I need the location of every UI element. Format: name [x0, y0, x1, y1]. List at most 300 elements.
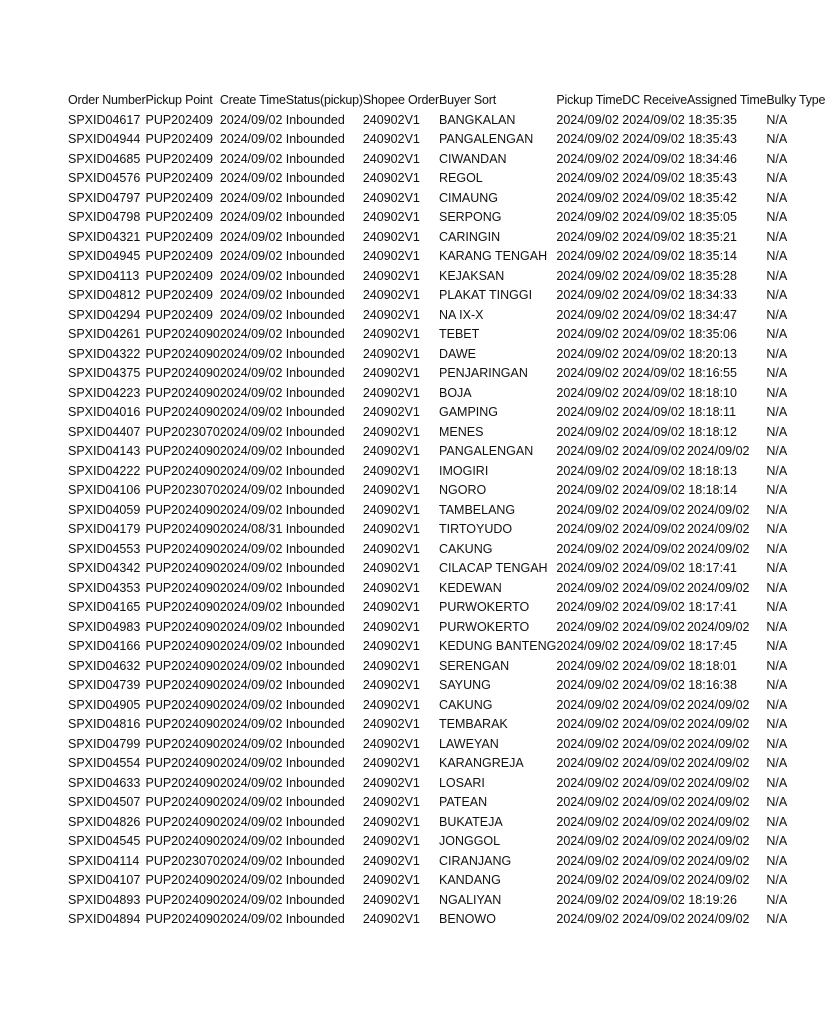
- cell-shopee-order[interactable]: 240902V1: [362, 502, 420, 517]
- cell-buyer-sort[interactable]: BOJA: [438, 385, 472, 400]
- cell-status-pickup[interactable]: Inbounded: [285, 405, 345, 419]
- cell-pickup-point[interactable]: PUP2024090: [145, 541, 220, 556]
- cell-pickup-point[interactable]: PUP2024090: [145, 327, 220, 341]
- cell-buyer-sort[interactable]: NGORO: [438, 483, 487, 497]
- table-row[interactable]: [68, 618, 825, 638]
- cell-dc-receive[interactable]: 2024/09/02: [622, 814, 685, 829]
- cell-shopee-order[interactable]: 240902V1: [362, 463, 420, 478]
- cell-order-number[interactable]: SPXID04407: [68, 424, 141, 439]
- column-header-pickup-point[interactable]: Pickup Point: [145, 93, 213, 107]
- cell-status-pickup[interactable]: Inbounded: [285, 600, 345, 614]
- cell-bulky-type[interactable]: N/A: [766, 346, 788, 361]
- cell-dc-receive[interactable]: 2024/09/02: [622, 834, 685, 848]
- cell-order-number[interactable]: SPXID04633: [68, 775, 141, 790]
- cell-shopee-order[interactable]: 240902V1: [362, 561, 420, 575]
- cell-create-time[interactable]: 2024/09/02: [219, 112, 283, 127]
- cell-pickup-time[interactable]: 2024/09/02: [556, 405, 619, 419]
- cell-dc-receive[interactable]: 2024/09/02: [622, 873, 685, 887]
- cell-status-pickup[interactable]: Inbounded: [285, 112, 345, 127]
- cell-pickup-point[interactable]: PUP2024090: [145, 405, 220, 419]
- cell-create-time[interactable]: 2024/09/02: [219, 873, 283, 887]
- cell-pickup-time[interactable]: 2024/09/02: [556, 424, 619, 439]
- cell-create-time[interactable]: 2024/09/02: [219, 288, 283, 302]
- cell-assigned-time[interactable]: 2024/09/02: [686, 912, 750, 926]
- cell-dc-receive[interactable]: 2024/09/02 18:35:05: [622, 210, 737, 224]
- cell-dc-receive[interactable]: 2024/09/02 18:17:41: [622, 600, 737, 614]
- cell-create-time[interactable]: 2024/09/02: [219, 580, 283, 595]
- table-row[interactable]: [68, 579, 825, 599]
- cell-create-time[interactable]: 2024/09/02: [219, 463, 283, 478]
- cell-order-number[interactable]: SPXID04945: [68, 249, 141, 263]
- cell-assigned-time[interactable]: 2024/09/02: [686, 814, 750, 829]
- cell-create-time[interactable]: 2024/09/02: [219, 892, 283, 907]
- cell-status-pickup[interactable]: Inbounded: [285, 912, 345, 926]
- cell-shopee-order[interactable]: 240902V1: [362, 171, 420, 185]
- cell-order-number[interactable]: SPXID04799: [68, 736, 141, 751]
- cell-create-time[interactable]: 2024/09/02: [219, 697, 283, 712]
- cell-status-pickup[interactable]: Inbounded: [285, 522, 345, 536]
- cell-buyer-sort[interactable]: NA IX-X: [438, 307, 484, 322]
- cell-buyer-sort[interactable]: KARANGREJA: [438, 756, 524, 770]
- cell-order-number[interactable]: SPXID04342: [68, 561, 141, 575]
- cell-pickup-point[interactable]: PUP2024090: [145, 463, 220, 478]
- cell-buyer-sort[interactable]: CILACAP TENGAH: [438, 561, 548, 575]
- cell-bulky-type[interactable]: N/A: [766, 717, 788, 731]
- cell-create-time[interactable]: 2024/09/02: [219, 756, 283, 770]
- cell-status-pickup[interactable]: Inbounded: [285, 463, 345, 478]
- cell-buyer-sort[interactable]: SERPONG: [438, 210, 502, 224]
- cell-status-pickup[interactable]: Inbounded: [285, 151, 345, 166]
- cell-order-number[interactable]: SPXID04322: [68, 346, 141, 361]
- table-row[interactable]: [68, 208, 825, 228]
- cell-order-number[interactable]: SPXID04507: [68, 795, 141, 809]
- cell-buyer-sort[interactable]: LAWEYAN: [438, 736, 499, 751]
- cell-pickup-time[interactable]: 2024/09/02: [556, 268, 619, 283]
- cell-status-pickup[interactable]: Inbounded: [285, 892, 345, 907]
- cell-buyer-sort[interactable]: PANGALENGAN: [438, 444, 534, 458]
- cell-pickup-point[interactable]: PUP2023070: [145, 483, 220, 497]
- cell-order-number[interactable]: SPXID04223: [68, 385, 141, 400]
- cell-order-number[interactable]: SPXID04944: [68, 132, 141, 146]
- cell-create-time[interactable]: 2024/09/02: [219, 151, 283, 166]
- cell-status-pickup[interactable]: Inbounded: [285, 873, 345, 887]
- cell-dc-receive[interactable]: 2024/09/02: [622, 502, 685, 517]
- cell-dc-receive[interactable]: 2024/09/02 18:20:13: [622, 346, 737, 361]
- cell-pickup-time[interactable]: 2024/09/02: [556, 112, 619, 127]
- cell-bulky-type[interactable]: N/A: [766, 522, 788, 536]
- cell-dc-receive[interactable]: 2024/09/02 18:35:21: [622, 229, 737, 244]
- cell-dc-receive[interactable]: 2024/09/02 18:35:06: [622, 327, 737, 341]
- cell-dc-receive[interactable]: 2024/09/02 18:18:01: [622, 658, 737, 673]
- cell-bulky-type[interactable]: N/A: [766, 580, 788, 595]
- cell-create-time[interactable]: 2024/09/02: [219, 346, 283, 361]
- table-row[interactable]: [68, 442, 825, 462]
- cell-pickup-point[interactable]: PUP202409: [145, 171, 213, 185]
- cell-shopee-order[interactable]: 240902V1: [362, 132, 420, 146]
- cell-buyer-sort[interactable]: KEDEWAN: [438, 580, 502, 595]
- cell-pickup-point[interactable]: PUP202409: [145, 307, 213, 322]
- cell-pickup-point[interactable]: PUP2024090: [145, 775, 220, 790]
- cell-status-pickup[interactable]: Inbounded: [285, 288, 345, 302]
- cell-dc-receive[interactable]: 2024/09/02 18:34:46: [622, 151, 737, 166]
- cell-order-number[interactable]: SPXID04739: [68, 678, 141, 692]
- cell-create-time[interactable]: 2024/09/02: [219, 132, 283, 146]
- cell-status-pickup[interactable]: Inbounded: [285, 132, 345, 146]
- cell-status-pickup[interactable]: Inbounded: [285, 346, 345, 361]
- cell-buyer-sort[interactable]: CARINGIN: [438, 229, 501, 244]
- cell-dc-receive[interactable]: 2024/09/02: [622, 697, 685, 712]
- cell-dc-receive[interactable]: 2024/09/02 18:35:14: [622, 249, 737, 263]
- cell-dc-receive[interactable]: 2024/09/02: [622, 912, 685, 926]
- cell-buyer-sort[interactable]: PURWOKERTO: [438, 619, 530, 634]
- cell-create-time[interactable]: 2024/09/02: [219, 561, 283, 575]
- cell-pickup-point[interactable]: PUP2024090: [145, 658, 220, 673]
- cell-pickup-time[interactable]: 2024/09/02: [556, 444, 619, 458]
- table-row[interactable]: [68, 559, 825, 579]
- cell-create-time[interactable]: 2024/09/02: [219, 502, 283, 517]
- cell-dc-receive[interactable]: 2024/09/02: [622, 541, 685, 556]
- cell-assigned-time[interactable]: 2024/09/02: [686, 541, 750, 556]
- cell-shopee-order[interactable]: 240902V1: [362, 522, 420, 536]
- cell-bulky-type[interactable]: N/A: [766, 424, 788, 439]
- cell-buyer-sort[interactable]: NGALIYAN: [438, 892, 502, 907]
- cell-pickup-time[interactable]: 2024/09/02: [556, 795, 619, 809]
- cell-pickup-time[interactable]: 2024/09/02: [556, 132, 619, 146]
- cell-create-time[interactable]: 2024/09/02: [219, 853, 283, 868]
- cell-pickup-point[interactable]: PUP2024090: [145, 580, 220, 595]
- cell-shopee-order[interactable]: 240902V1: [362, 873, 420, 887]
- cell-buyer-sort[interactable]: TAMBELANG: [438, 502, 516, 517]
- table-row[interactable]: [68, 169, 825, 189]
- cell-bulky-type[interactable]: N/A: [766, 892, 788, 907]
- cell-pickup-point[interactable]: PUP2024090: [145, 892, 220, 907]
- cell-order-number[interactable]: SPXID04798: [68, 210, 141, 224]
- cell-status-pickup[interactable]: Inbounded: [285, 171, 345, 185]
- table-row[interactable]: [68, 345, 825, 365]
- table-row[interactable]: [68, 813, 825, 833]
- cell-pickup-point[interactable]: PUP2024090: [145, 600, 220, 614]
- column-header-pickup-time[interactable]: Pickup Time: [556, 93, 623, 107]
- cell-bulky-type[interactable]: N/A: [766, 639, 788, 653]
- cell-shopee-order[interactable]: 240902V1: [362, 775, 420, 790]
- cell-buyer-sort[interactable]: CIRANJANG: [438, 853, 512, 868]
- cell-pickup-time[interactable]: 2024/09/02: [556, 600, 619, 614]
- cell-pickup-point[interactable]: PUP202409: [145, 288, 213, 302]
- cell-bulky-type[interactable]: N/A: [766, 483, 788, 497]
- cell-dc-receive[interactable]: 2024/09/02 18:18:14: [622, 483, 737, 497]
- cell-pickup-point[interactable]: PUP202409: [145, 190, 213, 205]
- cell-dc-receive[interactable]: 2024/09/02 18:18:13: [622, 463, 737, 478]
- cell-pickup-point[interactable]: PUP2024090: [145, 385, 220, 400]
- table-row[interactable]: [68, 735, 825, 755]
- cell-pickup-point[interactable]: PUP2024090: [145, 814, 220, 829]
- cell-bulky-type[interactable]: N/A: [766, 736, 788, 751]
- cell-assigned-time[interactable]: 2024/09/02: [686, 834, 750, 848]
- table-row[interactable]: [68, 657, 825, 677]
- cell-status-pickup[interactable]: Inbounded: [285, 717, 345, 731]
- cell-shopee-order[interactable]: 240902V1: [362, 795, 420, 809]
- cell-order-number[interactable]: SPXID04059: [68, 502, 141, 517]
- column-header-shopee-order[interactable]: Shopee Order: [362, 93, 439, 107]
- cell-pickup-time[interactable]: 2024/09/02: [556, 736, 619, 751]
- cell-pickup-point[interactable]: PUP2024090: [145, 678, 220, 692]
- cell-shopee-order[interactable]: 240902V1: [362, 736, 420, 751]
- cell-shopee-order[interactable]: 240902V1: [362, 210, 420, 224]
- cell-dc-receive[interactable]: 2024/09/02 18:16:38: [622, 678, 737, 692]
- cell-dc-receive[interactable]: 2024/09/02 18:35:43: [622, 132, 737, 146]
- cell-bulky-type[interactable]: N/A: [766, 385, 788, 400]
- cell-bulky-type[interactable]: N/A: [766, 171, 788, 185]
- cell-dc-receive[interactable]: 2024/09/02 18:19:26: [622, 892, 737, 907]
- column-header-order-number[interactable]: Order Number: [68, 93, 146, 107]
- table-row[interactable]: [68, 189, 825, 209]
- cell-order-number[interactable]: SPXID04261: [68, 327, 141, 341]
- table-row[interactable]: [68, 520, 825, 540]
- table-row[interactable]: [68, 540, 825, 560]
- cell-buyer-sort[interactable]: PLAKAT TINGGI: [438, 288, 533, 302]
- cell-create-time[interactable]: 2024/08/31: [219, 522, 283, 536]
- cell-dc-receive[interactable]: 2024/09/02: [622, 717, 685, 731]
- cell-order-number[interactable]: SPXID04797: [68, 190, 141, 205]
- cell-buyer-sort[interactable]: REGOL: [438, 171, 483, 185]
- cell-shopee-order[interactable]: 240902V1: [362, 385, 420, 400]
- column-header-create-time[interactable]: Create Time: [219, 93, 286, 107]
- cell-pickup-time[interactable]: 2024/09/02: [556, 151, 619, 166]
- table-row[interactable]: [68, 637, 825, 657]
- cell-bulky-type[interactable]: N/A: [766, 600, 788, 614]
- cell-create-time[interactable]: 2024/09/02: [219, 268, 283, 283]
- table-row[interactable]: [68, 403, 825, 423]
- cell-status-pickup[interactable]: Inbounded: [285, 619, 345, 634]
- cell-bulky-type[interactable]: N/A: [766, 249, 788, 263]
- cell-dc-receive[interactable]: 2024/09/02 18:34:47: [622, 307, 737, 322]
- cell-shopee-order[interactable]: 240902V1: [362, 814, 420, 829]
- table-row[interactable]: [68, 793, 825, 813]
- cell-create-time[interactable]: 2024/09/02: [219, 775, 283, 790]
- cell-pickup-time[interactable]: 2024/09/02: [556, 892, 619, 907]
- cell-status-pickup[interactable]: Inbounded: [285, 483, 345, 497]
- cell-buyer-sort[interactable]: BUKATEJA: [438, 814, 503, 829]
- cell-shopee-order[interactable]: 240902V1: [362, 268, 420, 283]
- cell-order-number[interactable]: SPXID04685: [68, 151, 141, 166]
- cell-pickup-time[interactable]: 2024/09/02: [556, 483, 619, 497]
- cell-bulky-type[interactable]: N/A: [766, 366, 788, 380]
- cell-order-number[interactable]: SPXID04554: [68, 756, 141, 770]
- cell-status-pickup[interactable]: Inbounded: [285, 249, 345, 263]
- cell-order-number[interactable]: SPXID04553: [68, 541, 141, 556]
- cell-order-number[interactable]: SPXID04166: [68, 639, 141, 653]
- cell-shopee-order[interactable]: 240902V1: [362, 229, 420, 244]
- column-header-bulky-type[interactable]: Bulky Type: [766, 93, 825, 107]
- cell-assigned-time[interactable]: 2024/09/02: [686, 853, 750, 868]
- cell-shopee-order[interactable]: 240902V1: [362, 405, 420, 419]
- cell-create-time[interactable]: 2024/09/02: [219, 171, 283, 185]
- cell-pickup-point[interactable]: PUP2024090: [145, 346, 220, 361]
- cell-shopee-order[interactable]: 240902V1: [362, 678, 420, 692]
- table-row[interactable]: [68, 306, 825, 326]
- cell-pickup-time[interactable]: 2024/09/02: [556, 717, 619, 731]
- cell-bulky-type[interactable]: N/A: [766, 873, 788, 887]
- cell-pickup-time[interactable]: 2024/09/02: [556, 346, 619, 361]
- table-row[interactable]: [68, 774, 825, 794]
- cell-buyer-sort[interactable]: MENES: [438, 424, 484, 439]
- table-row[interactable]: [68, 871, 825, 891]
- cell-pickup-point[interactable]: PUP202409: [145, 249, 213, 263]
- cell-assigned-time[interactable]: 2024/09/02: [686, 717, 750, 731]
- cell-status-pickup[interactable]: Inbounded: [285, 697, 345, 712]
- cell-create-time[interactable]: 2024/09/02: [219, 366, 283, 380]
- cell-pickup-point[interactable]: PUP2024090: [145, 736, 220, 751]
- cell-pickup-point[interactable]: PUP2024090: [145, 697, 220, 712]
- cell-dc-receive[interactable]: 2024/09/02 18:35:35: [622, 112, 737, 127]
- cell-pickup-time[interactable]: 2024/09/02: [556, 639, 619, 653]
- cell-dc-receive[interactable]: 2024/09/02: [622, 619, 685, 634]
- table-row[interactable]: [68, 462, 825, 482]
- table-row[interactable]: [68, 228, 825, 248]
- cell-bulky-type[interactable]: N/A: [766, 795, 788, 809]
- cell-pickup-time[interactable]: 2024/09/02: [556, 171, 619, 185]
- cell-shopee-order[interactable]: 240902V1: [362, 600, 420, 614]
- cell-shopee-order[interactable]: 240902V1: [362, 327, 420, 341]
- table-row[interactable]: [68, 852, 825, 872]
- cell-bulky-type[interactable]: N/A: [766, 307, 788, 322]
- table-row[interactable]: [68, 754, 825, 774]
- cell-status-pickup[interactable]: Inbounded: [285, 561, 345, 575]
- cell-pickup-time[interactable]: 2024/09/02: [556, 756, 619, 770]
- cell-pickup-point[interactable]: PUP2024090: [145, 912, 220, 926]
- cell-shopee-order[interactable]: 240902V1: [362, 619, 420, 634]
- cell-buyer-sort[interactable]: TEMBARAK: [438, 717, 508, 731]
- cell-dc-receive[interactable]: 2024/09/02 18:18:12: [622, 424, 737, 439]
- cell-bulky-type[interactable]: N/A: [766, 541, 788, 556]
- cell-dc-receive[interactable]: 2024/09/02 18:17:41: [622, 561, 737, 575]
- cell-order-number[interactable]: SPXID04353: [68, 580, 141, 595]
- cell-shopee-order[interactable]: 240902V1: [362, 756, 420, 770]
- cell-pickup-point[interactable]: PUP2024090: [145, 795, 220, 809]
- cell-order-number[interactable]: SPXID04107: [68, 873, 141, 887]
- column-header-status-pickup[interactable]: Status(pickup): [285, 93, 363, 107]
- cell-bulky-type[interactable]: N/A: [766, 444, 788, 458]
- cell-status-pickup[interactable]: Inbounded: [285, 756, 345, 770]
- cell-pickup-point[interactable]: PUP2024090: [145, 366, 220, 380]
- cell-pickup-time[interactable]: 2024/09/02: [556, 502, 619, 517]
- cell-pickup-time[interactable]: 2024/09/02: [556, 912, 619, 926]
- cell-buyer-sort[interactable]: PURWOKERTO: [438, 600, 530, 614]
- cell-buyer-sort[interactable]: PENJARINGAN: [438, 366, 528, 380]
- cell-status-pickup[interactable]: Inbounded: [285, 424, 345, 439]
- cell-buyer-sort[interactable]: PATEAN: [438, 795, 488, 809]
- cell-buyer-sort[interactable]: BANGKALAN: [438, 112, 516, 127]
- cell-shopee-order[interactable]: 240902V1: [362, 112, 420, 127]
- cell-buyer-sort[interactable]: CIMAUNG: [438, 190, 499, 205]
- table-row[interactable]: [68, 130, 825, 150]
- cell-order-number[interactable]: SPXID04826: [68, 814, 141, 829]
- table-row[interactable]: [68, 267, 825, 287]
- cell-pickup-point[interactable]: PUP2024090: [145, 561, 220, 575]
- cell-shopee-order[interactable]: 240902V1: [362, 307, 420, 322]
- cell-create-time[interactable]: 2024/09/02: [219, 600, 283, 614]
- table-row[interactable]: [68, 481, 825, 501]
- cell-create-time[interactable]: 2024/09/02: [219, 736, 283, 751]
- cell-shopee-order[interactable]: 240902V1: [362, 717, 420, 731]
- cell-assigned-time[interactable]: 2024/09/02: [686, 756, 750, 770]
- cell-dc-receive[interactable]: 2024/09/02 18:35:43: [622, 171, 737, 185]
- cell-shopee-order[interactable]: 240902V1: [362, 483, 420, 497]
- cell-dc-receive[interactable]: 2024/09/02 18:18:11: [622, 405, 737, 419]
- cell-bulky-type[interactable]: N/A: [766, 229, 788, 244]
- table-row[interactable]: [68, 150, 825, 170]
- cell-bulky-type[interactable]: N/A: [766, 463, 788, 478]
- cell-buyer-sort[interactable]: KEDUNG BANTENG: [438, 639, 557, 653]
- cell-bulky-type[interactable]: N/A: [766, 697, 788, 712]
- cell-assigned-time[interactable]: 2024/09/02: [686, 736, 750, 751]
- cell-dc-receive[interactable]: 2024/09/02: [622, 580, 685, 595]
- cell-bulky-type[interactable]: N/A: [766, 502, 788, 517]
- cell-pickup-time[interactable]: 2024/09/02: [556, 873, 619, 887]
- cell-pickup-point[interactable]: PUP2024090: [145, 717, 220, 731]
- cell-dc-receive[interactable]: 2024/09/02: [622, 795, 685, 809]
- cell-order-number[interactable]: SPXID04165: [68, 600, 141, 614]
- cell-buyer-sort[interactable]: DAWE: [438, 346, 477, 361]
- cell-pickup-time[interactable]: 2024/09/02: [556, 229, 619, 244]
- cell-dc-receive[interactable]: 2024/09/02: [622, 736, 685, 751]
- cell-create-time[interactable]: 2024/09/02: [219, 541, 283, 556]
- cell-shopee-order[interactable]: 240902V1: [362, 346, 420, 361]
- cell-status-pickup[interactable]: Inbounded: [285, 795, 345, 809]
- cell-create-time[interactable]: 2024/09/02: [219, 834, 283, 848]
- cell-pickup-point[interactable]: PUP2024090: [145, 873, 220, 887]
- cell-create-time[interactable]: 2024/09/02: [219, 405, 283, 419]
- cell-buyer-sort[interactable]: KEJAKSAN: [438, 268, 505, 283]
- cell-pickup-point[interactable]: PUP202409: [145, 112, 213, 127]
- cell-pickup-time[interactable]: 2024/09/02: [556, 814, 619, 829]
- cell-pickup-time[interactable]: 2024/09/02: [556, 463, 619, 478]
- cell-pickup-time[interactable]: 2024/09/02: [556, 307, 619, 322]
- cell-create-time[interactable]: 2024/09/02: [219, 678, 283, 692]
- cell-assigned-time[interactable]: 2024/09/02: [686, 775, 750, 790]
- cell-bulky-type[interactable]: N/A: [766, 132, 788, 146]
- table-row[interactable]: [68, 111, 825, 131]
- cell-order-number[interactable]: SPXID04576: [68, 171, 141, 185]
- cell-assigned-time[interactable]: 2024/09/02: [686, 444, 750, 458]
- cell-status-pickup[interactable]: Inbounded: [285, 658, 345, 673]
- cell-pickup-point[interactable]: PUP202409: [145, 132, 213, 146]
- cell-shopee-order[interactable]: 240902V1: [362, 249, 420, 263]
- cell-status-pickup[interactable]: Inbounded: [285, 229, 345, 244]
- cell-shopee-order[interactable]: 240902V1: [362, 288, 420, 302]
- cell-order-number[interactable]: SPXID04893: [68, 892, 141, 907]
- cell-pickup-time[interactable]: 2024/09/02: [556, 580, 619, 595]
- cell-order-number[interactable]: SPXID04294: [68, 307, 141, 322]
- cell-status-pickup[interactable]: Inbounded: [285, 639, 345, 653]
- cell-order-number[interactable]: SPXID04222: [68, 463, 141, 478]
- cell-bulky-type[interactable]: N/A: [766, 268, 788, 283]
- table-row[interactable]: [68, 501, 825, 521]
- cell-bulky-type[interactable]: N/A: [766, 151, 788, 166]
- cell-pickup-time[interactable]: 2024/09/02: [556, 385, 619, 400]
- cell-pickup-time[interactable]: 2024/09/02: [556, 619, 619, 634]
- cell-pickup-point[interactable]: PUP2024090: [145, 522, 220, 536]
- column-header-assigned-time[interactable]: Assigned Time: [686, 93, 767, 107]
- cell-pickup-time[interactable]: 2024/09/02: [556, 522, 619, 536]
- cell-status-pickup[interactable]: Inbounded: [285, 210, 345, 224]
- cell-create-time[interactable]: 2024/09/02: [219, 190, 283, 205]
- cell-pickup-point[interactable]: PUP202409: [145, 268, 213, 283]
- cell-order-number[interactable]: SPXID04179: [68, 522, 141, 536]
- cell-assigned-time[interactable]: 2024/09/02: [686, 795, 750, 809]
- table-row[interactable]: [68, 286, 825, 306]
- table-row[interactable]: [68, 696, 825, 716]
